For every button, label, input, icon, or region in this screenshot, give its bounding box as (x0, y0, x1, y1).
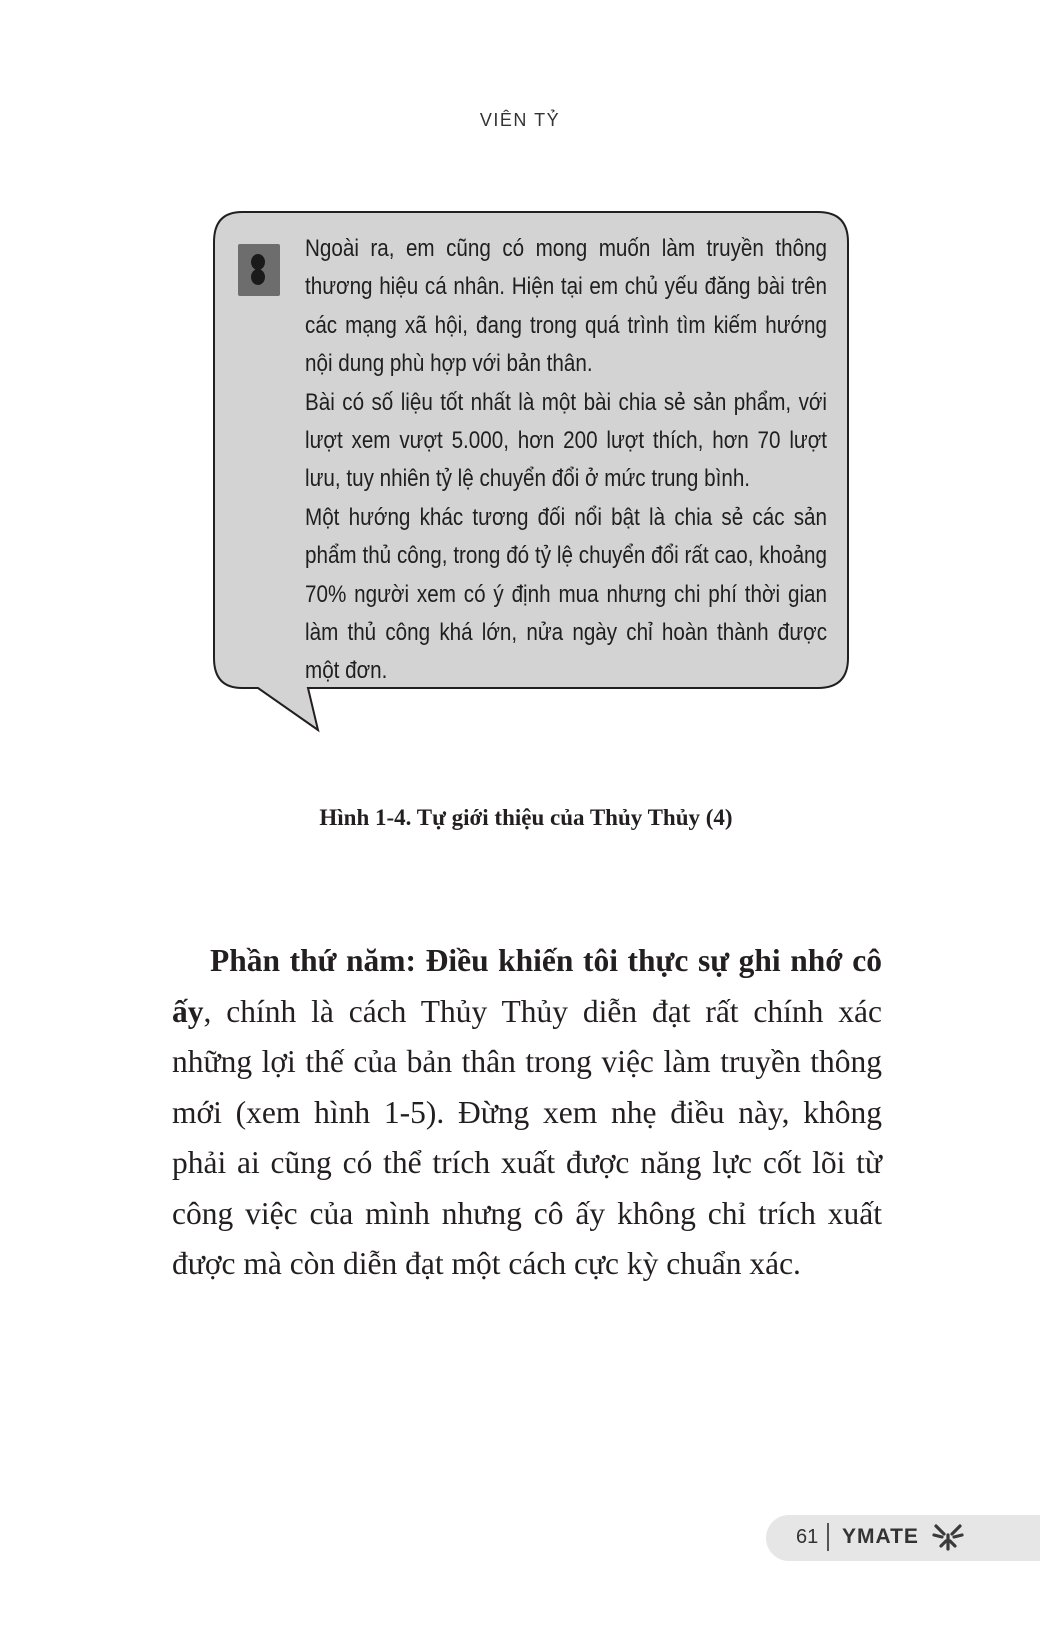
publisher-name: YMATE (842, 1525, 919, 1548)
body-bold-lead: Phần thứ năm: Điều khiến tôi thực sự ghi nhớ cô ấy (172, 943, 882, 1029)
speaker-icon (238, 244, 280, 296)
page-number: 61 (796, 1526, 819, 1548)
body-text: , chính là cách Thủy Thủy diễn đạt rất chính xác những lợi thế của bản thân trong việc làm truyền thông mới (xem hình 1-5). Đừng xem nhẹ điều này, không phải ai cũng có thể trích xuất được năng lực cốt lõi từ công việc của mình nhưng cô ấy không chỉ trích xuất được mà còn diễn đạt một cách cực kỳ chuẩn xác. (172, 993, 882, 1281)
running-head: VIÊN TỶ (479, 110, 561, 130)
body-paragraph (172, 936, 882, 1290)
bubble-paragraph: Ngoài ra, em cũng có mong muốn làm truyền thông thương hiệu cá nhân. Hiện tại em chủ yếu đăng bài trên các mạng xã hội, đang trong quá trình tìm kiếm hướng nội dung phù hợp với bản thân. (305, 235, 828, 378)
bubble-paragraph: Bài có số liệu tốt nhất là một bài chia sẻ sản phẩm, với lượt xem vượt 5.000, hơn 200 lượt thích, hơn 70 lượt lưu, tuy nhiên tỷ lệ chuyển đổi ở mức trung bình. (305, 388, 828, 493)
bubble-text (305, 230, 827, 691)
ymate-logo-icon (932, 1522, 964, 1552)
bubble-paragraph: Một hướng khác tương đối nổi bật là chia sẻ các sản phẩm thủ công, trong đó tỷ lệ chuyển đổi rất cao, khoảng 70% người xem có ý định mua nhưng chi phí thời gian làm thủ công khá lớn, nửa ngày chỉ hoàn thành được một đơn. (305, 503, 828, 685)
footer-divider (827, 1523, 829, 1551)
figure-caption: Hình 1-4. Tự giới thiệu của Thủy Thủy (4) (319, 805, 733, 830)
